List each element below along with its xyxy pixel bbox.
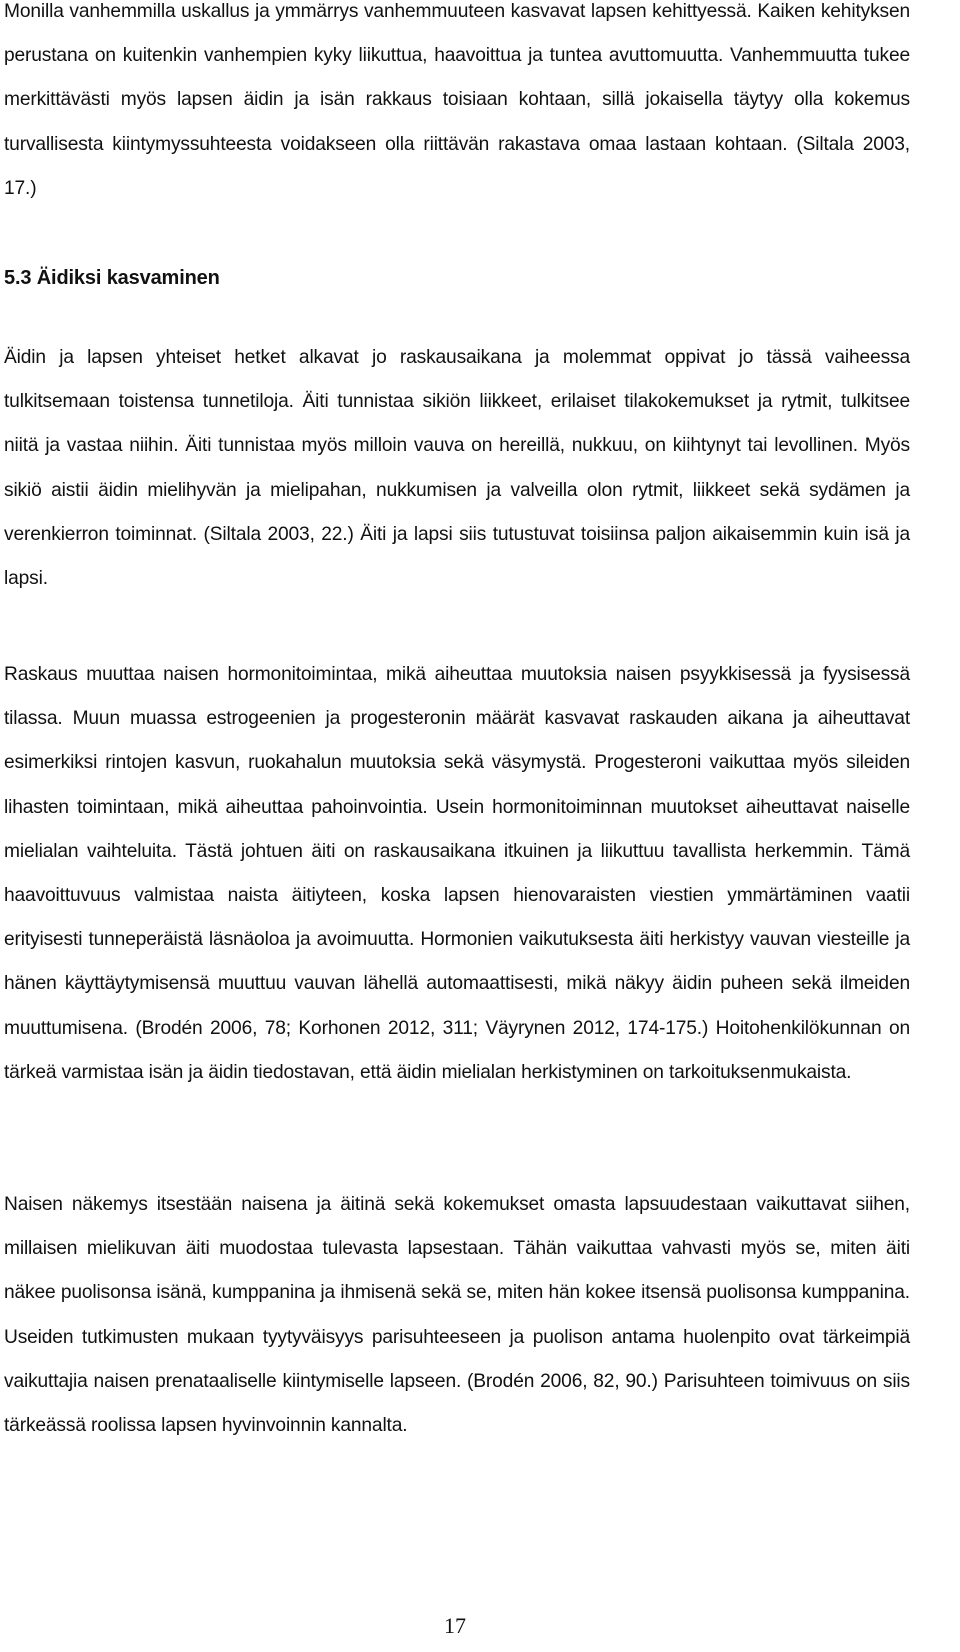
section-heading: 5.3 Äidiksi kasvaminen bbox=[4, 267, 220, 289]
body-paragraph-1: Äidin ja lapsen yhteiset hetket alkavat jo raskausaikana ja molemmat oppivat jo tässä vaiheessa tulkitsemaan toistensa tunnetiloja. Äiti tunnistaa sikiön liikkeet, erilaiset tilakokemukset ja rytmit, tulkitsee niitä ja vastaa niihin. Äiti tunnistaa myös milloin vauva on hereillä, nukkuu, on kiihtynyt tai levollinen. Myös sikiö aistii äidin mielihyvän ja mielipahan, nukkumisen ja valveilla olon rytmit, liikkeet sekä sydämen ja verenkierron toiminnat. (Siltala 2003, 22.) Äiti ja lapsi siis tutustuvat toisiinsa paljon aikaisemmin kuin isä ja lapsi. bbox=[4, 347, 910, 590]
intro-paragraph: Monilla vanhemmilla uskallus ja ymmärrys vanhemmuuteen kasvavat lapsen kehittyessä. Kaiken kehityksen perustana on kuitenkin vanhempien kyky liikuttua, haavoittua ja tuntea avuttomuutta. Vanhemmuutta tukee merkittävästi myös lapsen äidin ja isän rakkaus toisiaan kohtaan, sillä jokaisella täytyy olla kokemus turvallisesta kiintymyssuhteesta voidakseen olla riittävän rakastava omaa lastaan kohtaan. (Siltala 2003, 17.) bbox=[4, 1, 910, 199]
page-number: 17 bbox=[444, 1613, 466, 1638]
body-paragraph-3: Naisen näkemys itsestään naisena ja äitinä sekä kokemukset omasta lapsuudestaan vaikuttavat siihen, millaisen mielikuvan äiti muodostaa tulevasta lapsestaan. Tähän vaikuttaa vahvasti myös se, miten äiti näkee puolisonsa isänä, kumppanina ja ihmisenä sekä se, miten hän kokee itsensä puolisonsa kumppanina. Useiden tutkimusten mukaan tyytyväisyys parisuhteeseen ja puolison antama huolenpito ovat tärkeimpiä vaikuttajia naisen prenataaliselle kiintymiselle lapseen. (Brodén 2006, 82, 90.) Parisuhteen toimivuus on siis tärkeässä roolissa lapsen hyvinvoinnin kannalta. bbox=[4, 1194, 910, 1437]
body-paragraph-2: Raskaus muuttaa naisen hormonitoimintaa, mikä aiheuttaa muutoksia naisen psyykkisessä ja fyysisessä tilassa. Muun muassa estrogeenien ja progesteronin määrät kasvavat raskauden aikana ja aiheuttavat esimerkiksi rintojen kasvun, ruokahalun muutoksia sekä väsymystä. Progesteroni vaikuttaa myös sileiden lihasten toimintaan, mikä aiheuttaa pahoinvointia. Usein hormonitoiminnan muutokset aiheuttavat naiselle mielialan vaihteluita. Tästä johtuen äiti on raskausaikana itkuinen ja liikuttuu tavallista herkemmin. Tämä haavoittuvuus valmistaa naista äitiyteen, koska lapsen hienovaraisten viestien ymmärtäminen vaatii erityisesti tunneperäistä läsnäoloa ja avoimuutta. Hormonien vaikutuksesta äiti herkistyy vauvan viesteille ja hänen käyttäytymisensä muuttuu vauvan lähellä automaattisesti, mikä näkyy äidin puheen sekä ilmeiden muuttumisena. (Brodén 2006, 78; Korhonen 2012, 311; Väyrynen 2012, 174-175.) Hoitohenkilökunnan on tärkeä varmistaa isän ja äidin tiedostavan, että äidin mielialan herkistyminen on tarkoituksenmukaista. bbox=[4, 664, 910, 1083]
